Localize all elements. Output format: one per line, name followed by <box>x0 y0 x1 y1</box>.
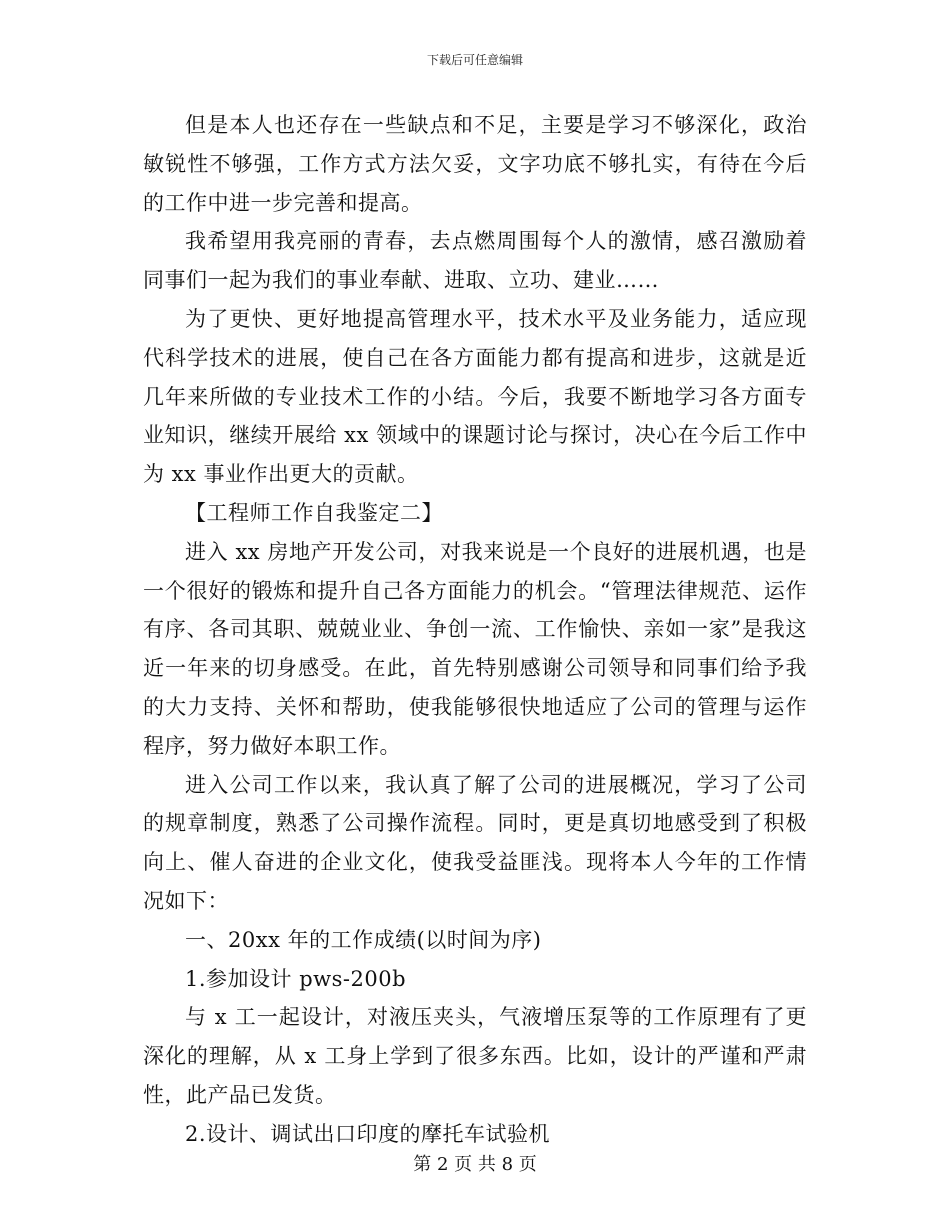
list-item-2: 2.设计、调试出口印度的摩托车试验机 <box>185 1121 551 1146</box>
list-heading-achievements: 一、20xx 年的工作成绩(以时间为序) <box>185 927 542 952</box>
page-number-footer: 第 2 页 共 8 页 <box>413 1154 537 1175</box>
paragraph-summary: 为了更快、更好地提高管理水平，技术水平及业务能力，适应现代科学技术的进展，使自己在各方面能力都有提高和进步，这就是近几年来所做的专业技术工作的小结。今后，我要不断地学习各方面专业知识，继续开展给 xx 领域中的课题讨论与探讨，决心在今后工作中为 xx 事业作出更大的贡献。 <box>143 306 807 487</box>
document-body <box>143 106 807 1154</box>
paragraph-item-1-detail: 与 x 工一起设计，对液压夹头，气液增压泵等的工作原理有了更深化的理解，从 x 工身上学到了很多东西。比如，设计的严谨和严肃性，此产品已发货。 <box>143 1005 807 1107</box>
page-header: 下载后可任意编辑 <box>426 53 523 67</box>
paragraph-shortcomings: 但是本人也还存在一些缺点和不足，主要是学习不够深化，政治敏锐性不够强，工作方式方法欠妥，文字功底不够扎实，有待在今后的工作中进一步完善和提高。 <box>143 113 807 215</box>
section-heading: 【工程师工作自我鉴定二】 <box>185 500 443 525</box>
paragraph-joining-company: 进入 xx 房地产开发公司，对我来说是一个良好的进展机遇，也是一个很好的锻炼和提升自己各方面能力的机会。“管理法律规范、运作有序、各司其职、兢兢业业、争创一流、工作愉快、亲如一家”是我这近一年来的切身感受。在此，首先特别感谢公司领导和同事们给予我的大力支持、关怀和帮助，使我能够很快地适应了公司的管理与运作程序，努力做好本职工作。 <box>143 539 807 758</box>
paragraph-hope: 我希望用我亮丽的青春，去点燃周围每个人的激情，感召激励着同事们一起为我们的事业奉献、进取、立功、建业…… <box>143 229 807 293</box>
list-item-1: 1.参加设计 pws-200b <box>185 966 407 991</box>
paragraph-work-overview: 进入公司工作以来，我认真了解了公司的进展概况，学习了公司的规章制度，熟悉了公司操作流程。同时，更是真切地感受到了积极向上、催人奋进的企业文化，使我受益匪浅。现将本人今年的工作情况如下： <box>143 772 807 913</box>
